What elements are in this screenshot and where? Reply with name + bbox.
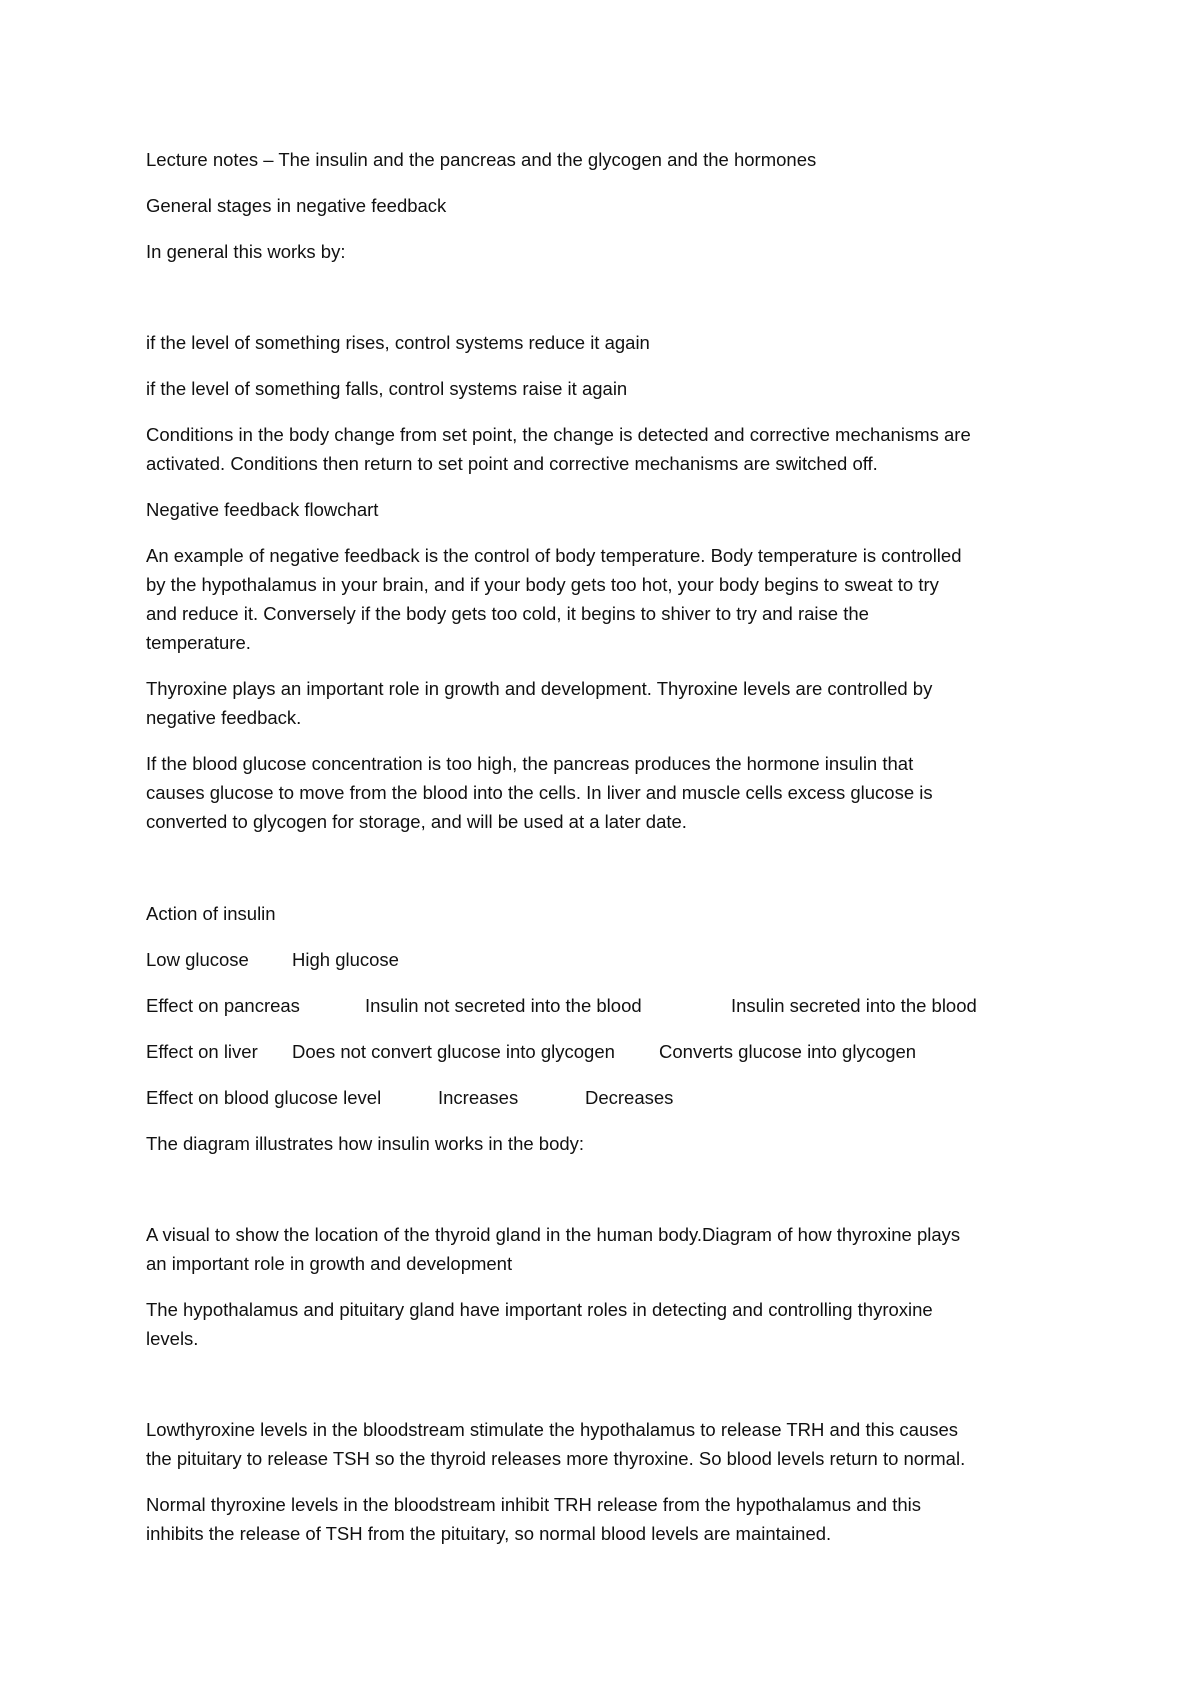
thyroxine-role-paragraph (146, 674, 1076, 732)
glucose-high-paragraph (146, 749, 1076, 836)
conditions-line-2: activated. Conditions then return to set point and corrective mechanisms are switched off. (146, 453, 878, 474)
temperature-line-1: An example of negative feedback is the control of body temperature. Body temperature is controlled (146, 545, 962, 566)
glucose-high-line-1: If the blood glucose concentration is too high, the pancreas produces the hormone insulin that (146, 753, 914, 774)
heading-line: General stages in negative feedback (146, 195, 447, 216)
rise-line: if the level of something rises, control systems reduce it again (146, 332, 650, 353)
hypothalamus-roles-line-1: The hypothalamus and pituitary gland have important roles in detecting and controlling thyroxine (146, 1299, 933, 1320)
header-high-glucose: High glucose (292, 949, 399, 970)
row-label-pancreas: Effect on pancreas (146, 995, 300, 1016)
thyroxine-role-line-2: negative feedback. (146, 707, 302, 728)
liver-high-value: Converts glucose into glycogen (659, 1041, 917, 1062)
intro-paragraph (146, 237, 1076, 266)
liver-low-value: Does not convert glucose into glycogen (292, 1041, 615, 1062)
temperature-line-2: by the hypothalamus in your brain, and if your body gets too hot, your body begins to sweat to try (146, 574, 939, 595)
diagram-caption (146, 1129, 1076, 1158)
pancreas-high-value: Insulin secreted into the blood (731, 995, 977, 1016)
document-title (146, 145, 1076, 174)
hypothalamus-roles-paragraph (146, 1295, 1076, 1353)
low-thyroxine-line-2: the pituitary to release TSH so the thyroid releases more thyroxine. So blood levels return to normal. (146, 1448, 966, 1469)
thyroid-visual-line-1: A visual to show the location of the thyroid gland in the human body.Diagram of how thyroxine plays (146, 1224, 961, 1245)
thyroid-visual-line-2: an important role in growth and development (146, 1253, 513, 1274)
thyroid-visual-paragraph (146, 1220, 1076, 1278)
insulin-heading-line: Action of insulin (146, 903, 276, 924)
blood-glucose-high-value: Decreases (585, 1087, 674, 1108)
normal-thyroxine-paragraph (146, 1490, 1076, 1548)
diagram-caption-line: The diagram illustrates how insulin works in the body: (146, 1133, 585, 1154)
header-low-glucose: Low glucose (146, 949, 249, 970)
fall-paragraph (146, 374, 1076, 403)
intro-line: In general this works by: (146, 241, 346, 262)
flowchart-line: Negative feedback flowchart (146, 499, 379, 520)
glucose-high-line-3: converted to glycogen for storage, and will be used at a later date. (146, 811, 687, 832)
temperature-paragraph (146, 541, 1076, 657)
hypothalamus-roles-line-2: levels. (146, 1328, 199, 1349)
pancreas-low-value: Insulin not secreted into the blood (365, 995, 642, 1016)
row-label-blood-glucose: Effect on blood glucose level (146, 1087, 382, 1108)
temperature-line-4: temperature. (146, 632, 251, 653)
fall-line: if the level of something falls, control systems raise it again (146, 378, 628, 399)
title-line: Lecture notes – The insulin and the pancreas and the glycogen and the hormones (146, 149, 817, 170)
rise-paragraph (146, 328, 1076, 357)
blood-glucose-low-value: Increases (438, 1087, 519, 1108)
row-label-liver: Effect on liver (146, 1041, 258, 1062)
insulin-heading (146, 899, 1076, 928)
flowchart-heading (146, 495, 1076, 524)
glucose-high-line-2: causes glucose to move from the blood into the cells. In liver and muscle cells excess glucose is (146, 782, 933, 803)
conditions-paragraph (146, 420, 1076, 478)
normal-thyroxine-line-1: Normal thyroxine levels in the bloodstream inhibit TRH release from the hypothalamus and this (146, 1494, 921, 1515)
conditions-line-1: Conditions in the body change from set point, the change is detected and corrective mechanisms are (146, 424, 971, 445)
low-thyroxine-paragraph (146, 1415, 1076, 1473)
normal-thyroxine-line-2: inhibits the release of TSH from the pituitary, so normal blood levels are maintained. (146, 1523, 832, 1544)
thyroxine-role-line-1: Thyroxine plays an important role in growth and development. Thyroxine levels are controlled by (146, 678, 933, 699)
temperature-line-3: and reduce it. Conversely if the body gets too cold, it begins to shiver to try and raise the (146, 603, 869, 624)
negative-feedback-heading (146, 191, 1076, 220)
low-thyroxine-line-1: Lowthyroxine levels in the bloodstream stimulate the hypothalamus to release TRH and this causes (146, 1419, 959, 1440)
